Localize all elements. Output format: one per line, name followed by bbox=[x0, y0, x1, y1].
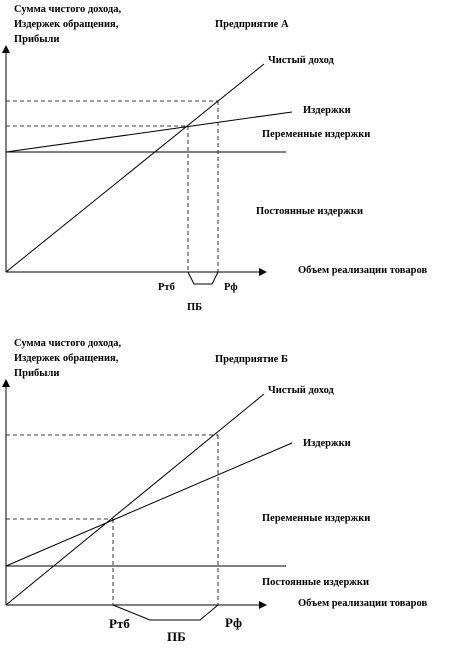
y-axis-label-line-1: Сумма чистого дохода, bbox=[14, 4, 122, 15]
diagram-title: Предприятие Б bbox=[215, 354, 288, 365]
safety-margin-label: ПБ bbox=[187, 302, 203, 313]
y-axis-label-line-3: Прибыли bbox=[14, 368, 60, 379]
safety-margin-bracket bbox=[188, 272, 218, 284]
income-line-label: Чистый доход bbox=[268, 385, 334, 396]
y-axis-label-line-1: Сумма чистого дохода, bbox=[14, 338, 122, 349]
actual-point-label: Рф bbox=[224, 282, 238, 293]
variable-costs-label: Переменные издержки bbox=[262, 129, 371, 140]
actual-point-label: Рф bbox=[225, 615, 242, 630]
costs-line-label: Издержки bbox=[303, 105, 351, 116]
diagram-a bbox=[6, 4, 427, 313]
income-line bbox=[6, 64, 264, 272]
variable-costs-label: Переменные издержки bbox=[262, 513, 371, 524]
fixed-costs-label: Постоянные издержки bbox=[256, 206, 364, 217]
x-axis-label: Объем реализации товаров bbox=[298, 598, 428, 609]
income-line bbox=[6, 394, 264, 605]
diagram-b bbox=[6, 338, 427, 644]
breakeven-point-label: Ртб bbox=[158, 282, 175, 293]
costs-line-label: Издержки bbox=[303, 438, 351, 449]
costs-line bbox=[6, 112, 292, 152]
fixed-costs-label: Постоянные издержки bbox=[262, 577, 370, 588]
breakeven-point-label: Ртб bbox=[109, 616, 130, 631]
y-axis-label-line-2: Издержек обращения, bbox=[14, 353, 119, 364]
costs-line bbox=[6, 443, 292, 566]
income-line-label: Чистый доход bbox=[268, 55, 334, 66]
x-axis-label: Объем реализации товаров bbox=[298, 265, 428, 276]
diagram-title: Предприятие А bbox=[215, 19, 289, 30]
y-axis-label-line-2: Издержек обращения, bbox=[14, 19, 119, 30]
safety-margin-label: ПБ bbox=[167, 629, 186, 644]
y-axis-label-line-3: Прибыли bbox=[14, 34, 60, 45]
